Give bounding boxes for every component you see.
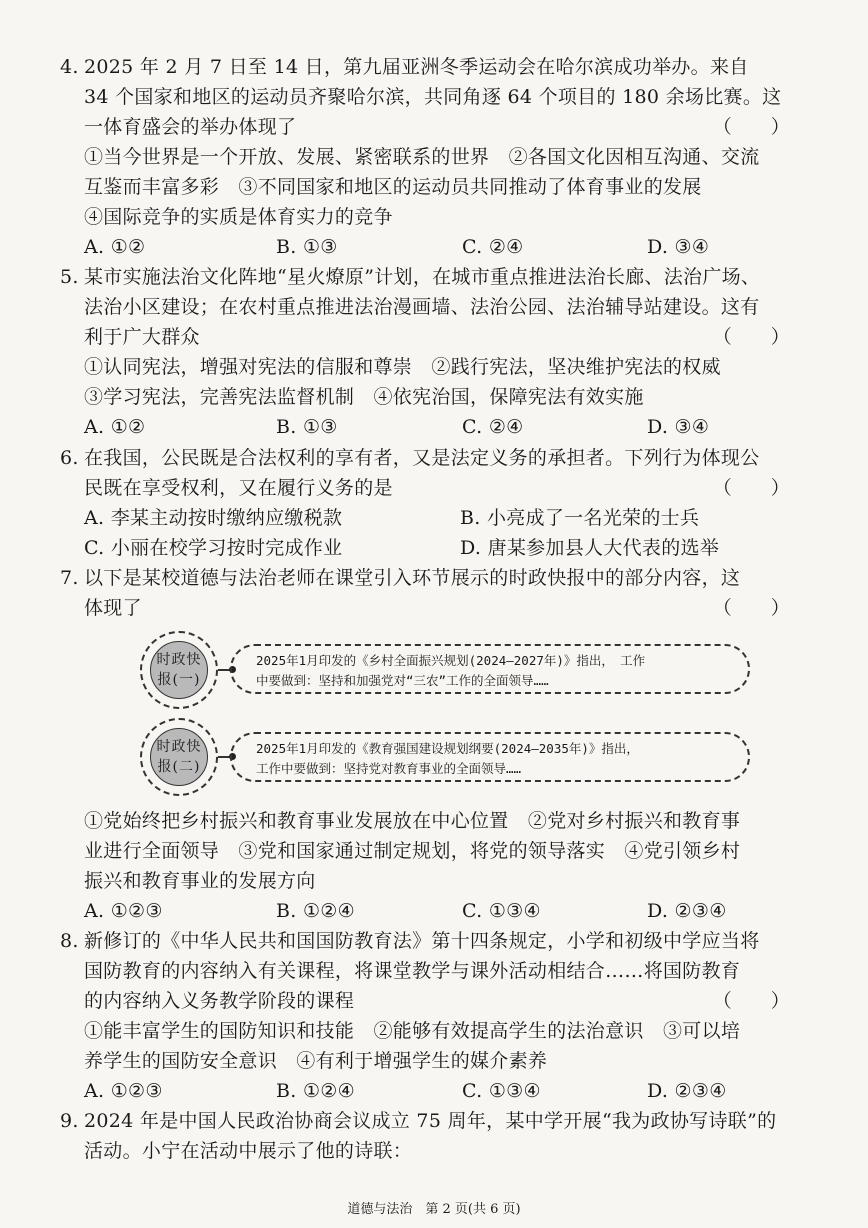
statement-line: ①党始终把乡村振兴和教育事业发展放在中心位置 ②党对乡村振兴和教育事 xyxy=(84,810,741,832)
options-row xyxy=(84,1076,804,1106)
option-a: A. 李某主动按时缴纳应缴税款 xyxy=(84,507,343,529)
news-text-line: 中要做到：坚持和加强党对“三农”工作的全面领导…… xyxy=(256,673,549,688)
question-4 xyxy=(60,52,804,262)
question-text-line: 34 个国家和地区的运动员齐聚哈尔滨，共同角逐 64 个项目的 180 余场比赛。这 xyxy=(84,86,782,108)
option-a: A. ①② xyxy=(84,236,146,258)
question-number: 5. xyxy=(60,266,79,288)
statement-line: ①当今世界是一个开放、发展、紧密联系的世界 ②各国文化因相互沟通、交流 xyxy=(84,146,760,168)
statement-line: 养学生的国防安全意识 ④有利于增强学生的媒介素养 xyxy=(84,1050,548,1072)
question-text-line: 2024 年是中国人民政治协商会议成立 75 周年，某中学开展“我为政协写诗联”的 xyxy=(84,1110,777,1132)
news-box-1 xyxy=(230,644,750,694)
news-badge-label: 时政快 报(一) xyxy=(150,641,208,699)
option-d: D. ③④ xyxy=(647,236,710,258)
question-6 xyxy=(60,443,804,563)
question-7 xyxy=(60,563,804,623)
news-badge-2 xyxy=(140,718,218,796)
question-text-line: 的内容纳入义务教学阶段的课程 xyxy=(84,990,355,1012)
question-number: 8. xyxy=(60,930,79,952)
question-text-line: 活动。小宁在活动中展示了他的诗联： xyxy=(84,1140,413,1162)
question-7-statements xyxy=(84,806,804,926)
options-row xyxy=(84,412,804,442)
page-footer: 道德与法治 第 2 页(共 6 页) xyxy=(347,1202,521,1217)
statement-line: ④国际竞争的实质是体育实力的竞争 xyxy=(84,206,393,228)
options-row xyxy=(84,896,804,926)
question-text-line: 利于广大群众 xyxy=(84,326,200,348)
answer-parentheses: （ ） xyxy=(712,990,790,1012)
option-c: C. 小丽在校学习按时完成作业 xyxy=(84,537,343,559)
option-d: D. 唐某参加县人大代表的选举 xyxy=(460,537,720,559)
option-d: D. ③④ xyxy=(647,416,710,438)
answer-parentheses: （ ） xyxy=(712,477,790,499)
news-badge-1 xyxy=(140,631,218,709)
question-8 xyxy=(60,926,804,1106)
question-number: 6. xyxy=(60,447,79,469)
question-text-line: 在我国，公民既是合法权利的享有者，又是法定义务的承担者。下列行为体现公 xyxy=(84,447,760,469)
option-d: D. ②③④ xyxy=(647,900,727,922)
statement-line: ①认同宪法，增强对宪法的信服和尊崇 ②践行宪法，坚决维护宪法的权威 xyxy=(84,356,721,378)
option-a: A. ①② xyxy=(84,416,146,438)
options-row xyxy=(84,503,804,533)
question-number: 4. xyxy=(60,56,79,78)
answer-parentheses: （ ） xyxy=(712,597,790,619)
question-5 xyxy=(60,262,804,442)
news-badge-label: 时政快 报(二) xyxy=(150,728,208,786)
question-text-line: 2025 年 2 月 7 日至 14 日，第九届亚洲冬季运动会在哈尔滨成功举办。来自 xyxy=(84,56,749,78)
option-c: C. ①③④ xyxy=(462,900,541,922)
question-number: 7. xyxy=(60,567,79,589)
option-c: C. ②④ xyxy=(462,416,524,438)
question-text-line: 法治小区建设；在农村重点推进法治漫画墙、法治公园、法治辅导站建设。这有 xyxy=(84,296,760,318)
option-b: B. ①③ xyxy=(276,416,338,438)
statement-line: 互鉴而丰富多彩 ③不同国家和地区的运动员共同推动了体育事业的发展 xyxy=(84,176,702,198)
statement-line: ①能丰富学生的国防知识和技能 ②能够有效提高学生的法治意识 ③可以培 xyxy=(84,1020,741,1042)
question-9 xyxy=(60,1106,804,1166)
answer-parentheses: （ ） xyxy=(712,326,790,348)
option-a: A. ①②③ xyxy=(84,1080,163,1102)
statement-line: ③学习宪法，完善宪法监督机制 ④依宪治国，保障宪法有效实施 xyxy=(84,386,644,408)
options-row xyxy=(84,533,804,563)
question-text-line: 一体育盛会的举办体现了 xyxy=(84,116,297,138)
statement-line: 业进行全面领导 ③党和国家通过制定规划，将党的领导落实 ④党引领乡村 xyxy=(84,840,741,862)
news-box-2 xyxy=(230,732,750,782)
question-text-line: 以下是某校道德与法治老师在课堂引入环节展示的时政快报中的部分内容，这 xyxy=(84,567,741,589)
option-b: B. ①③ xyxy=(276,236,338,258)
options-row xyxy=(84,232,804,262)
question-number: 9. xyxy=(60,1110,79,1132)
news-text-line: 2025年1月印发的《乡村全面振兴规划(2024—2027年)》指出， 工作 xyxy=(256,653,646,668)
option-b: B. ①②④ xyxy=(276,900,355,922)
news-text-line: 2025年1月印发的《教育强国建设规划纲要(2024—2035年)》指出， xyxy=(256,741,639,756)
question-text-line: 体现了 xyxy=(84,597,142,619)
question-text-line: 国防教育的内容纳入有关课程，将课堂教学与课外活动相结合……将国防教育 xyxy=(84,960,741,982)
option-b: B. 小亮成了一名光荣的士兵 xyxy=(460,507,700,529)
option-c: C. ①③④ xyxy=(462,1080,541,1102)
option-d: D. ②③④ xyxy=(647,1080,727,1102)
answer-parentheses: （ ） xyxy=(712,116,790,138)
news-text-line: 工作中要做到：坚持党对教育事业的全面领导…… xyxy=(256,761,522,776)
question-text-line: 民既在享受权利，又在履行义务的是 xyxy=(84,477,393,499)
option-a: A. ①②③ xyxy=(84,900,163,922)
option-c: C. ②④ xyxy=(462,236,524,258)
statement-line: 振兴和教育事业的发展方向 xyxy=(84,870,316,892)
question-text-line: 新修订的《中华人民共和国国防教育法》第十四条规定，小学和初级中学应当将 xyxy=(84,930,760,952)
option-b: B. ①②④ xyxy=(276,1080,355,1102)
question-text-line: 某市实施法治文化阵地“星火燎原”计划，在城市重点推进法治长廊、法治广场、 xyxy=(84,266,761,288)
